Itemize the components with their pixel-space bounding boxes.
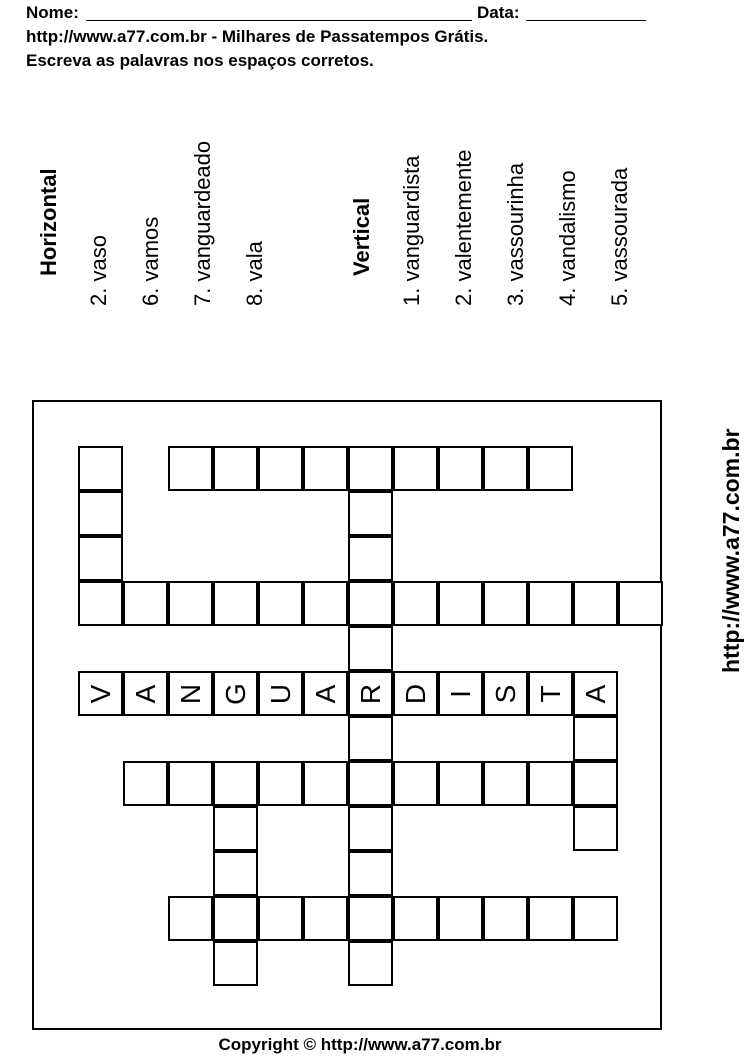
crossword-cell[interactable]: [303, 671, 348, 716]
date-field[interactable]: [526, 20, 646, 21]
given-letter: V: [84, 684, 116, 703]
crossword-cell[interactable]: [168, 446, 213, 491]
given-letter: A: [309, 684, 341, 703]
clue-horizontal-6: 6. vamos: [138, 216, 163, 306]
crossword-cell[interactable]: [168, 671, 213, 716]
given-letter: A: [129, 684, 161, 703]
given-letter: U: [264, 683, 296, 704]
clue-horizontal-2: 2. vaso: [86, 235, 111, 306]
crossword-cell[interactable]: [213, 896, 258, 941]
clue-vertical-3: 3. vassourinha: [503, 162, 528, 306]
name-field[interactable]: [86, 20, 472, 21]
crossword-cell[interactable]: [438, 671, 483, 716]
crossword-cell[interactable]: [303, 446, 348, 491]
crossword-cell[interactable]: [123, 671, 168, 716]
crossword-cell[interactable]: [348, 536, 393, 581]
crossword-cell[interactable]: [528, 761, 573, 806]
given-letter: S: [489, 684, 521, 703]
crossword-cell[interactable]: [438, 896, 483, 941]
crossword-cell[interactable]: [303, 896, 348, 941]
crossword-cell[interactable]: [213, 761, 258, 806]
crossword-cell[interactable]: [213, 941, 258, 986]
crossword-cell[interactable]: [168, 581, 213, 626]
crossword-cell[interactable]: [258, 671, 303, 716]
crossword-cell[interactable]: [78, 536, 123, 581]
given-letter: A: [579, 684, 611, 703]
copyright: Copyright © http://www.a77.com.br: [218, 1035, 502, 1054]
crossword-cell[interactable]: [213, 581, 258, 626]
given-letter: D: [399, 683, 431, 704]
crossword-cell[interactable]: [213, 671, 258, 716]
crossword-cell[interactable]: [393, 446, 438, 491]
horizontal-title: Horizontal: [36, 168, 61, 276]
crossword-cell[interactable]: [438, 581, 483, 626]
given-letter: R: [354, 683, 386, 704]
crossword-cell[interactable]: [303, 761, 348, 806]
given-letter: G: [219, 682, 251, 705]
crossword-cell[interactable]: [123, 581, 168, 626]
crossword-cell[interactable]: [348, 941, 393, 986]
crossword-cell[interactable]: [573, 806, 618, 851]
crossword-cell[interactable]: [348, 716, 393, 761]
date-label: Data:: [477, 3, 520, 22]
clue-vertical-2: 2. valentemente: [451, 149, 476, 306]
crossword-cell[interactable]: [348, 446, 393, 491]
clue-horizontal-8: 8. vala: [242, 241, 267, 306]
clue-vertical-4: 4. vandalismo: [555, 170, 580, 306]
crossword-cell[interactable]: [483, 896, 528, 941]
crossword-cell[interactable]: [573, 761, 618, 806]
crossword-cell[interactable]: [348, 671, 393, 716]
side-url: http://www.a77.com.br: [718, 428, 744, 673]
crossword-cell[interactable]: [78, 671, 123, 716]
crossword-cell[interactable]: [348, 626, 393, 671]
crossword-cell[interactable]: [123, 761, 168, 806]
crossword-cell[interactable]: [213, 851, 258, 896]
crossword-cell[interactable]: [78, 446, 123, 491]
crossword-cell[interactable]: [393, 671, 438, 716]
crossword-cell[interactable]: [573, 581, 618, 626]
crossword-cell[interactable]: [528, 896, 573, 941]
crossword-cell[interactable]: [258, 446, 303, 491]
crossword-cell[interactable]: [258, 761, 303, 806]
crossword-cell[interactable]: [168, 761, 213, 806]
name-label: Nome:: [26, 3, 79, 22]
clue-vertical-5: 5. vassourada: [607, 167, 632, 306]
crossword-cell[interactable]: [393, 581, 438, 626]
clue-vertical-1: 1. vanguardista: [399, 155, 424, 306]
given-letter: I: [444, 689, 476, 698]
crossword-cell[interactable]: [528, 671, 573, 716]
crossword-cell[interactable]: [393, 761, 438, 806]
crossword-cell[interactable]: [348, 581, 393, 626]
crossword-cell[interactable]: [438, 761, 483, 806]
crossword-cell[interactable]: [483, 761, 528, 806]
crossword-cell[interactable]: [348, 896, 393, 941]
crossword-cell[interactable]: [78, 581, 123, 626]
crossword-cell[interactable]: [573, 896, 618, 941]
crossword-cell[interactable]: [528, 581, 573, 626]
crossword-cell[interactable]: [483, 671, 528, 716]
crossword-cell[interactable]: [168, 896, 213, 941]
vertical-title: Vertical: [349, 197, 374, 276]
crossword-cell[interactable]: [348, 491, 393, 536]
clue-horizontal-7: 7. vanguardeado: [190, 140, 215, 306]
crossword-cell[interactable]: [78, 491, 123, 536]
site-line: http://www.a77.com.br - Milhares de Passatempos Grátis.: [26, 27, 489, 46]
crossword-cell[interactable]: [258, 581, 303, 626]
instructions: Escreva as palavras nos espaços corretos.: [26, 51, 374, 70]
crossword-cell[interactable]: [483, 581, 528, 626]
crossword-cell[interactable]: [213, 806, 258, 851]
crossword-cell[interactable]: [213, 446, 258, 491]
crossword-cell[interactable]: [618, 581, 663, 626]
crossword-cell[interactable]: [348, 761, 393, 806]
crossword-cell[interactable]: [258, 896, 303, 941]
crossword-cell[interactable]: [483, 446, 528, 491]
crossword-cell[interactable]: [528, 446, 573, 491]
given-letter: T: [534, 684, 566, 703]
given-letter: N: [174, 683, 206, 704]
crossword-cell[interactable]: [348, 806, 393, 851]
crossword-cell[interactable]: [573, 671, 618, 716]
crossword-cell[interactable]: [438, 446, 483, 491]
crossword-cell[interactable]: [303, 581, 348, 626]
crossword-cell[interactable]: [348, 851, 393, 896]
crossword-cell[interactable]: [393, 896, 438, 941]
crossword-cell[interactable]: [573, 716, 618, 761]
